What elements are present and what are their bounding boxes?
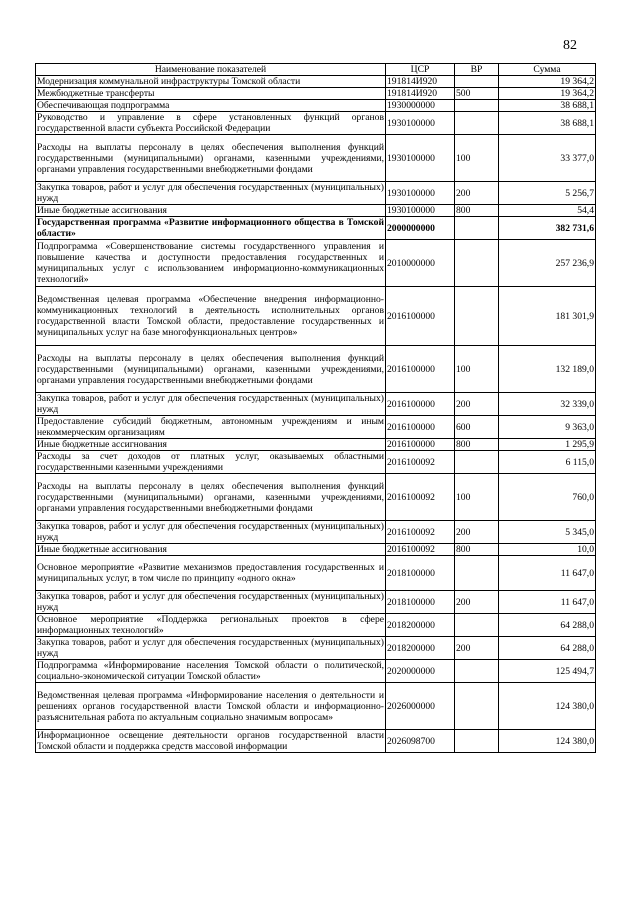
table-row [36,205,596,217]
table-row [36,346,596,393]
row-sum-cell: 124 380,0 [499,730,596,753]
row-sum-cell: 257 236,9 [499,240,596,287]
header-sum: Сумма [499,64,596,76]
row-csr-cell: 191814И920 [386,88,455,100]
table-row [36,135,596,182]
table-row [36,544,596,556]
row-name-cell: Обеспечивающая подпрограмма [36,100,386,112]
row-csr-cell: 2018200000 [386,637,455,660]
row-sum-cell: 19 364,2 [499,76,596,88]
table-row [36,416,596,439]
row-name-cell: Предоставление субсидий бюджетным, автономным учреждениям и иным некоммерческим организациям [37,416,384,438]
header-csr: ЦСР [386,64,455,76]
row-vr-cell: 100 [455,135,499,182]
row-name-cell: Ведомственная целевая программа «Информирование населения о деятельности и решениях органов государственной власти Томской области и информационно-разъяснительная работа по актуальным социально значимым вопросам» [36,683,386,730]
table-header-row [36,64,596,76]
table-row [36,439,596,451]
row-name-cell: Руководство и управление в сфере установленных функций органов государственной власти субъекта Российской Федерации [37,112,384,134]
row-vr-cell: 100 [455,346,499,393]
table-row [36,182,596,205]
row-sum-cell: 125 494,7 [499,660,596,683]
row-vr-cell: 800 [455,544,499,556]
row-name-cell: Подпрограмма «Совершенствование системы государственного управления и повышение качества и доступности предоставления государственных и муниципальных услуг с использованием информационно-коммуникационных технологий» [37,241,384,285]
row-sum-cell: 132 189,0 [499,346,596,393]
row-vr-cell [455,660,499,683]
row-name-cell: Ведомственная целевая программа «Обеспечение внедрения информационно-коммуникационных технологий в деятельность исполнительных органов государственной власти Томской области, предоставление государственных и муниципальных услуг на базе многофункциональных центров» [36,287,386,346]
row-sum-cell: 5 256,7 [499,182,596,205]
row-sum-cell: 11 647,0 [499,591,596,614]
table-row [36,591,596,614]
row-csr-cell: 1930100000 [386,135,455,182]
row-sum-cell: 6 115,0 [499,451,596,474]
row-csr-cell: 2010000000 [386,240,455,287]
row-sum-cell: 9 363,0 [499,416,596,439]
row-csr-cell: 2016100092 [386,544,455,556]
row-name-cell: Закупка товаров, работ и услуг для обеспечения государственных (муниципальных) нужд [37,591,384,613]
row-vr-cell [455,240,499,287]
row-vr-cell: 500 [455,88,499,100]
row-name-cell: Государственная программа «Развитие информационного общества в Томской области» [37,217,384,239]
row-vr-cell [455,112,499,135]
row-csr-cell: 191814И920 [386,76,455,88]
row-name-cell: Закупка товаров, работ и услуг для обеспечения государственных (муниципальных) нужд [37,182,384,204]
table-row [36,660,596,683]
row-csr-cell: 2016100092 [386,451,455,474]
table-row [36,112,596,135]
table-row [36,556,596,591]
row-vr-cell [455,683,499,730]
row-csr-cell: 2026000000 [386,683,455,730]
row-name-cell: Иные бюджетные ассигнования [36,544,386,556]
row-vr-cell: 200 [455,637,499,660]
table-row [36,88,596,100]
row-vr-cell: 200 [455,393,499,416]
row-name-cell: Основное мероприятие «Поддержка региональных проектов в сфере информационных технологий» [37,614,384,636]
row-csr-cell: 2020000000 [386,660,455,683]
row-vr-cell [455,100,499,112]
row-csr-cell: 2000000000 [386,217,455,240]
row-name-cell: Закупка товаров, работ и услуг для обеспечения государственных (муниципальных) нужд [37,393,384,415]
row-name-cell: Расходы на выплаты персоналу в целях обеспечения выполнения функций государственными (муниципальными) органами, казенными учреждениями, органами управления государственными внебюджетными фондами [36,135,386,182]
row-name-cell: Расходы на выплаты персоналу в целях обеспечения выполнения функций государственными (муниципальными) органами, казенными учреждениями, органами управления государственными внебюджетными фондами [36,474,386,521]
row-csr-cell: 2018100000 [386,556,455,591]
row-name-cell: Межбюджетные трансферты [36,88,386,100]
row-vr-cell: 800 [455,439,499,451]
row-vr-cell: 600 [455,416,499,439]
row-name-cell: Модернизация коммунальной инфраструктуры Томской области [36,76,386,88]
header-name: Наименование показателей [36,64,386,76]
row-name-cell: Информационное освещение деятельности органов государственной власти Томской области и поддержка средств массовой информации [37,730,384,752]
table-row [36,614,596,637]
table-row [36,451,596,474]
row-csr-cell: 2016100000 [386,287,455,346]
row-csr-cell: 1930100000 [386,205,455,217]
table-row [36,287,596,346]
row-name-cell: Подпрограмма «Информирование населения Томской области о политической, социально-экономической ситуации Томской области» [37,660,384,682]
row-csr-cell: 2016100092 [386,474,455,521]
row-sum-cell: 32 339,0 [499,393,596,416]
row-csr-cell: 2016100000 [386,346,455,393]
row-sum-cell: 33 377,0 [499,135,596,182]
row-name-cell: Иные бюджетные ассигнования [36,439,386,451]
row-vr-cell [455,217,499,240]
table-row [36,393,596,416]
row-csr-cell: 2026098700 [386,730,455,753]
row-sum-cell: 1 295,9 [499,439,596,451]
table-row [36,217,596,240]
row-sum-cell: 181 301,9 [499,287,596,346]
row-sum-cell: 10,0 [499,544,596,556]
row-name-cell: Закупка товаров, работ и услуг для обеспечения государственных (муниципальных) нужд [37,637,384,659]
row-name-cell: Закупка товаров, работ и услуг для обеспечения государственных (муниципальных) нужд [37,521,384,543]
budget-table [35,63,596,753]
row-name-cell: Расходы за счет доходов от платных услуг, оказываемых областными государственными казенными учреждениями [37,451,384,473]
row-sum-cell: 64 288,0 [499,637,596,660]
table-row [36,521,596,544]
row-csr-cell: 2016100092 [386,521,455,544]
row-sum-cell: 54,4 [499,205,596,217]
row-sum-cell: 19 364,2 [499,88,596,100]
row-sum-cell: 382 731,6 [499,217,596,240]
row-vr-cell [455,614,499,637]
row-vr-cell [455,451,499,474]
row-name-cell: Расходы на выплаты персоналу в целях обеспечения выполнения функций государственными (муниципальными) органами, казенными учреждениями, органами управления государственными внебюджетными фондами [36,346,386,393]
table-row [36,76,596,88]
table-row [36,730,596,753]
row-sum-cell: 11 647,0 [499,556,596,591]
row-sum-cell: 64 288,0 [499,614,596,637]
table-row [36,637,596,660]
row-csr-cell: 1930100000 [386,112,455,135]
row-csr-cell: 1930000000 [386,100,455,112]
row-vr-cell [455,76,499,88]
row-csr-cell: 2018200000 [386,614,455,637]
row-csr-cell: 2016100000 [386,393,455,416]
row-vr-cell [455,730,499,753]
header-vr: ВР [455,64,499,76]
row-csr-cell: 1930100000 [386,182,455,205]
row-vr-cell [455,287,499,346]
table-row [36,474,596,521]
row-sum-cell: 124 380,0 [499,683,596,730]
row-vr-cell: 200 [455,591,499,614]
row-sum-cell: 5 345,0 [499,521,596,544]
row-sum-cell: 760,0 [499,474,596,521]
row-vr-cell: 100 [455,474,499,521]
row-sum-cell: 38 688,1 [499,100,596,112]
row-csr-cell: 2016100000 [386,439,455,451]
table-row [36,240,596,287]
row-sum-cell: 38 688,1 [499,112,596,135]
row-vr-cell: 200 [455,182,499,205]
table-body [36,76,596,753]
row-vr-cell: 200 [455,521,499,544]
row-vr-cell [455,556,499,591]
page-number: 82 [563,38,577,53]
row-name-cell: Основное мероприятие «Развитие механизмов предоставления государственных и муниципальных услуг, в том числе по принципу «одного окна» [36,556,386,591]
table-row [36,100,596,112]
table-row [36,683,596,730]
row-vr-cell: 800 [455,205,499,217]
row-name-cell: Иные бюджетные ассигнования [36,205,386,217]
row-csr-cell: 2016100000 [386,416,455,439]
row-csr-cell: 2018100000 [386,591,455,614]
